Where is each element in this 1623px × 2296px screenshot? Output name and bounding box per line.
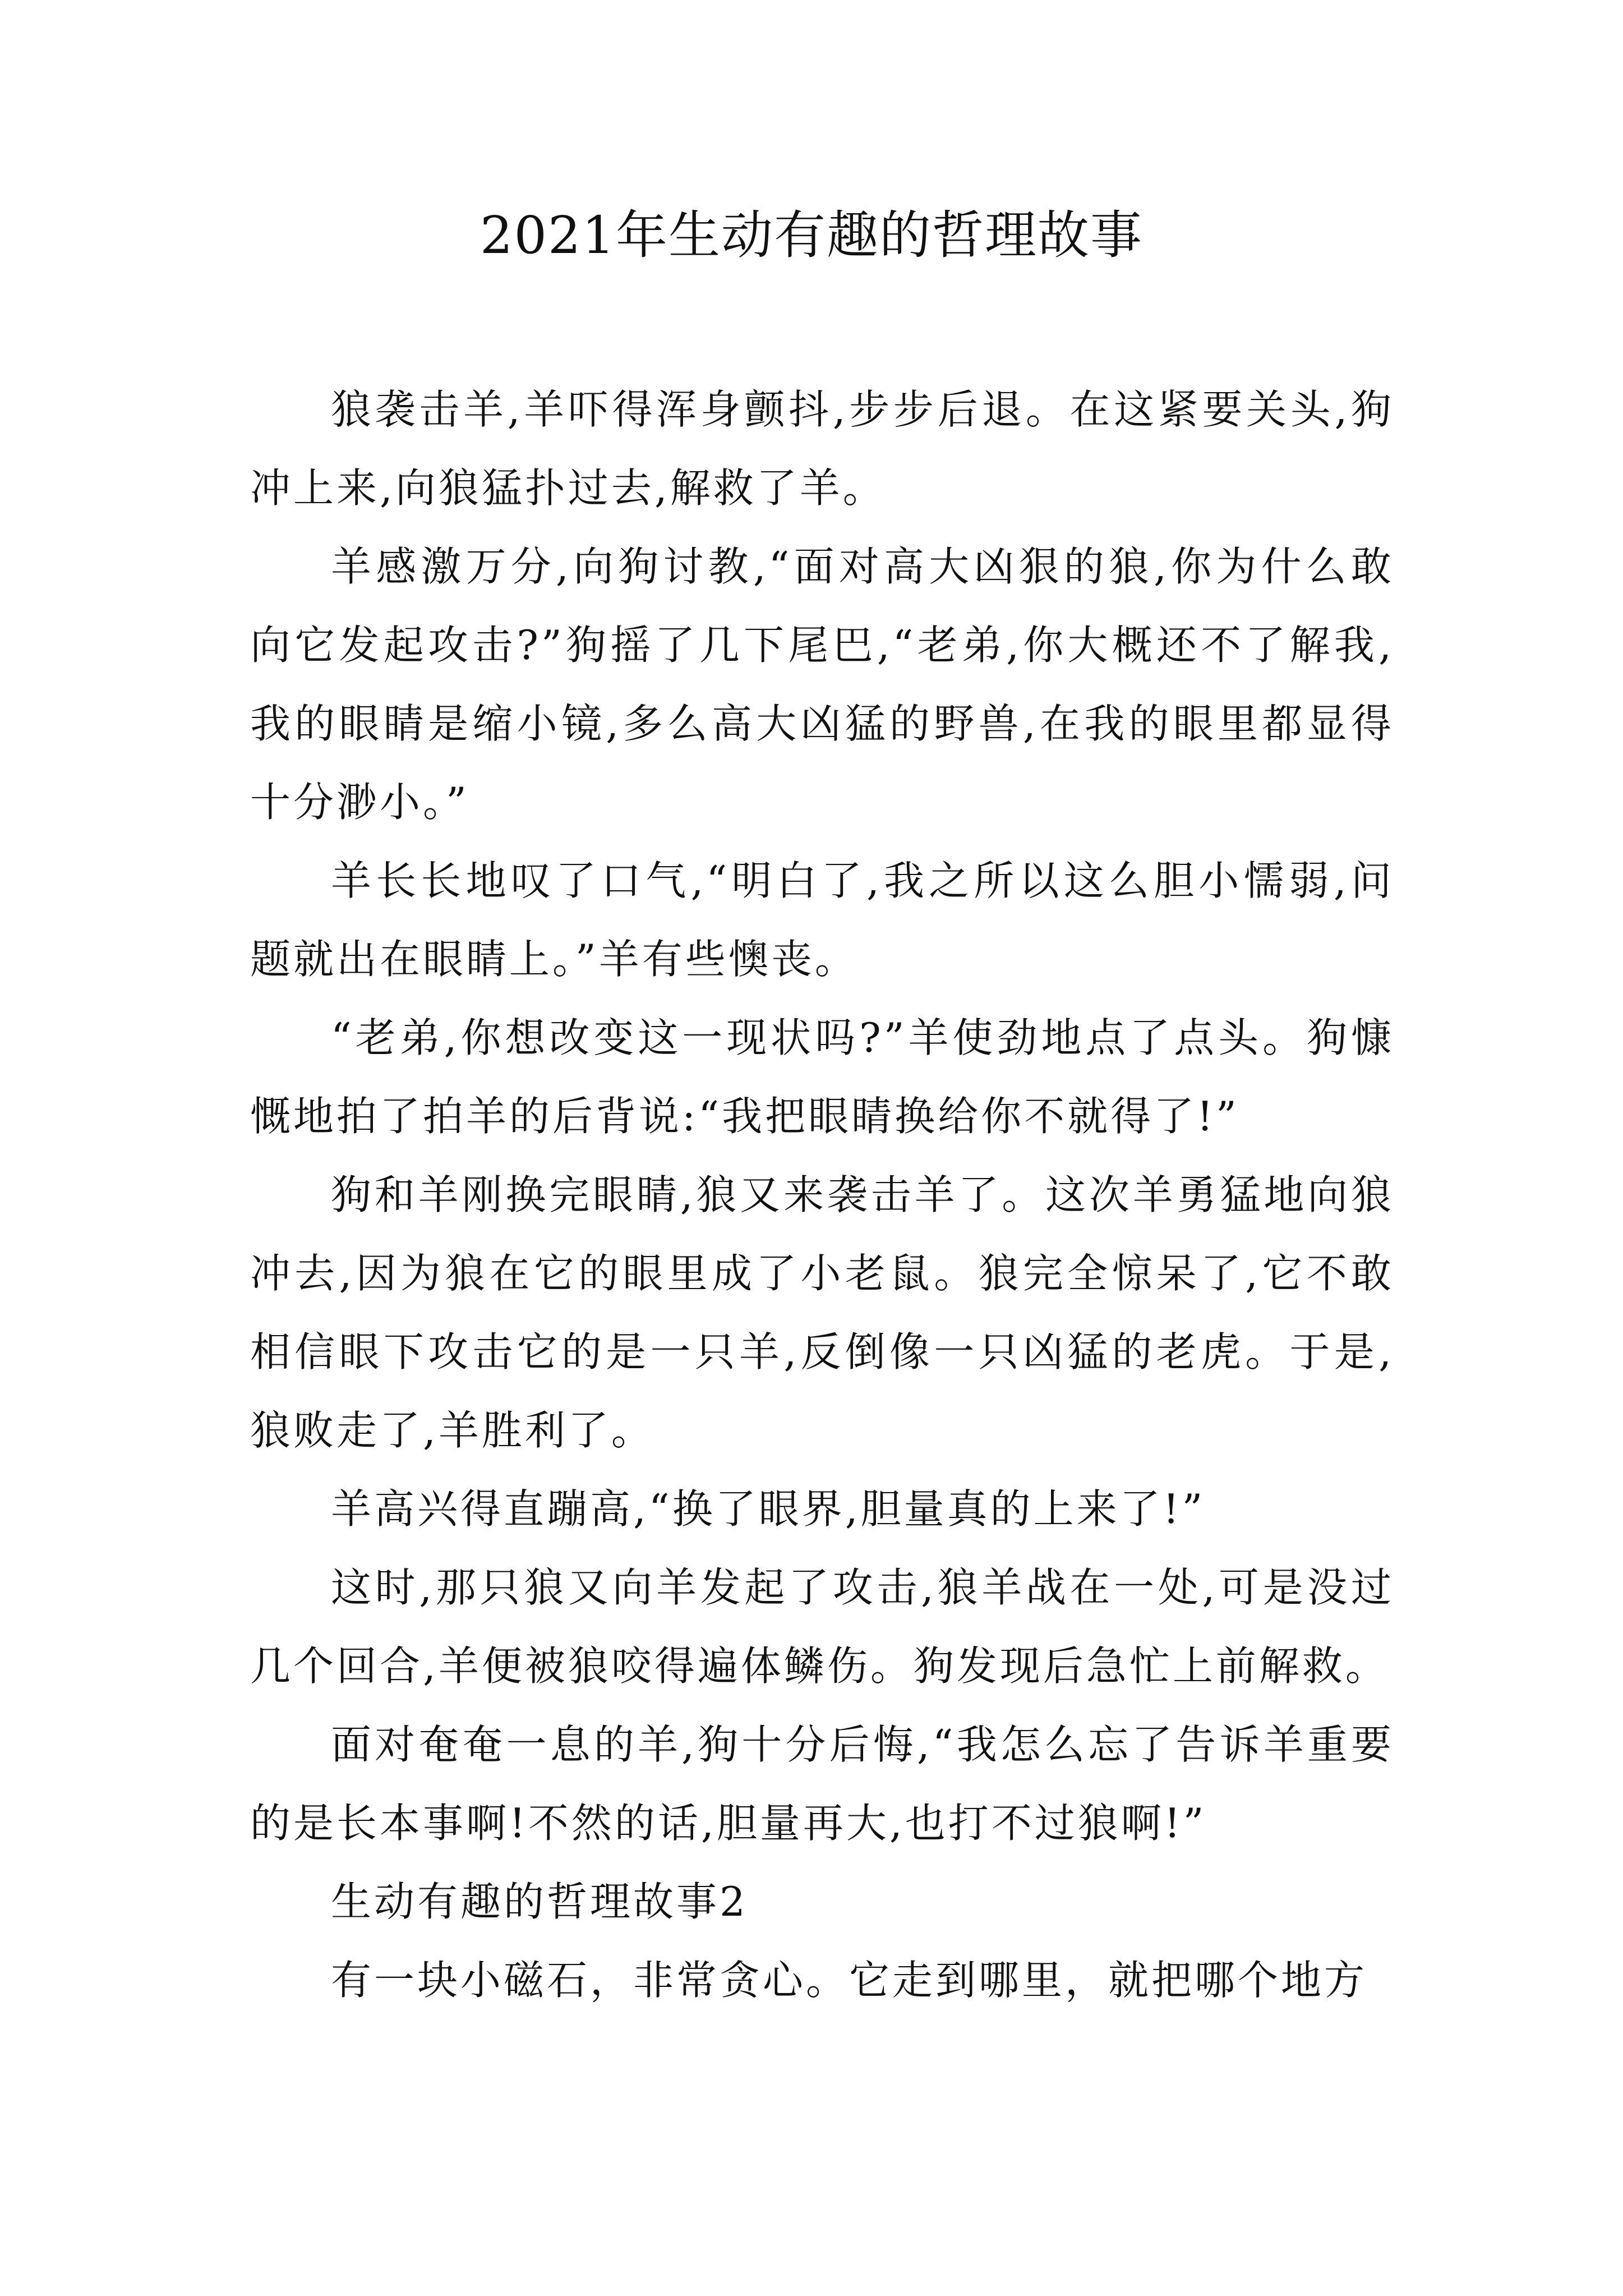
paragraph: 羊感激万分,向狗讨教,“面对高大凶狠的狼,你为什么敢向它发起攻击?”狗摇了几下尾巴,“老弟,你大概还不了解我,我的眼睛是缩小镜,多么高大凶猛的野兽,在我的眼里都显得十分渺小。”: [250, 543, 1394, 826]
document-body: [250, 370, 1394, 2019]
document-title: 2021年生动有趣的哲理故事: [479, 205, 1144, 265]
paragraph: 这时,那只狼又向羊发起了攻击,狼羊战在一处,可是没过几个回合,羊便被狼咬得遍体鳞伤。狗发现后急忙上前解救。: [250, 1564, 1394, 1690]
paragraph: 狼袭击羊,羊吓得浑身颤抖,步步后退。在这紧要关头,狗冲上来,向狼猛扑过去,解救了羊。: [250, 386, 1394, 512]
paragraph: 面对奄奄一息的羊,狗十分后悔,“我怎么忘了告诉羊重要的是长本事啊!不然的话,胆量再大,也打不过狼啊!”: [250, 1721, 1394, 1847]
section-heading: 生动有趣的哲理故事2: [331, 1878, 748, 1925]
paragraph: 羊高兴得直蹦高,“换了眼界,胆量真的上来了!”: [331, 1485, 1206, 1533]
paragraph: “老弟,你想改变这一现状吗?”羊使劲地点了点头。狗慷慨地拍了拍羊的后背说:“我把眼睛换给你不就得了!”: [250, 1014, 1394, 1140]
paragraph: 有一块小磁石，非常贪心。它走到哪里，就把哪个地方: [331, 1957, 1368, 2004]
paragraph: 狗和羊刚换完眼睛,狼又来袭击羊了。这次羊勇猛地向狼冲去,因为狼在它的眼里成了小老鼠。狼完全惊呆了,它不敢相信眼下攻击它的是一只羊,反倒像一只凶猛的老虎。于是,狼败走了,羊胜利了。: [250, 1171, 1394, 1454]
paragraph: 羊长长地叹了口气,“明白了,我之所以这么胆小懦弱,问题就出在眼睛上。”羊有些懊丧。: [250, 857, 1394, 983]
